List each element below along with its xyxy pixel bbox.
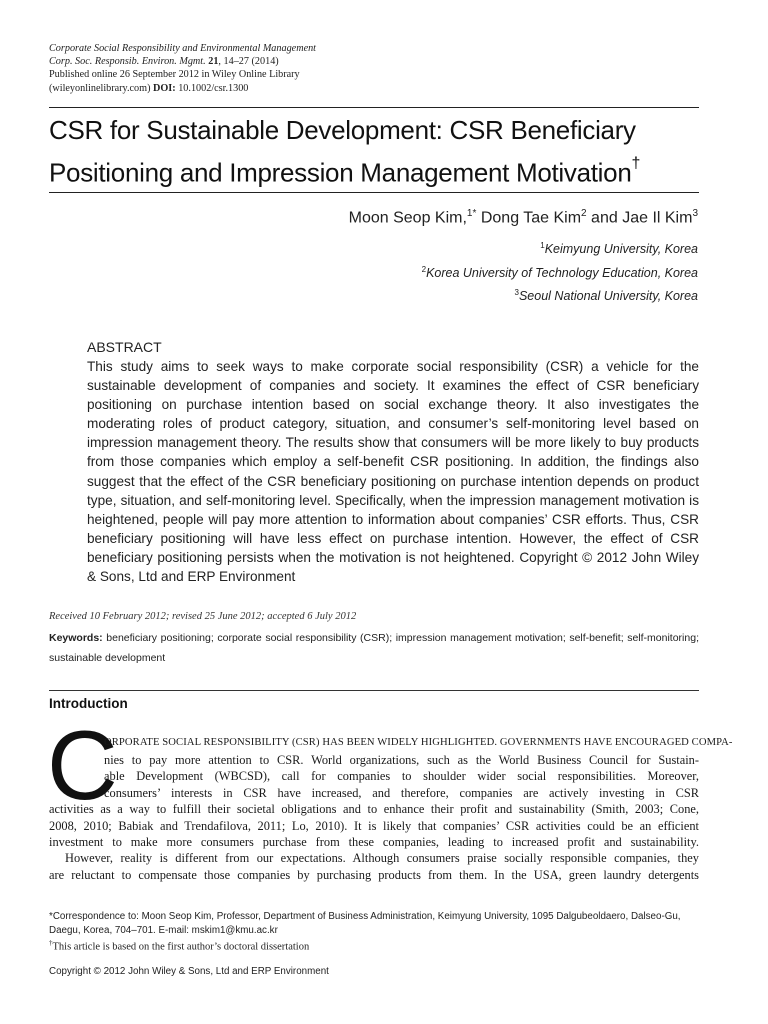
affiliation-3 [422, 283, 698, 307]
body-line: activities as a way to fulfill their societal obligations and to enhance their profit and sustainability (Smith, 2003; Cone, [49, 802, 699, 816]
author-3-affil: 3 [692, 208, 698, 219]
section-heading-introduction: Introduction [49, 696, 128, 711]
abstract-heading: ABSTRACT [87, 339, 162, 355]
journal-info [49, 42, 316, 95]
keywords-label: Keywords: [49, 632, 103, 644]
intro-paragraph-2 [49, 850, 699, 883]
dagger-mark: † [49, 939, 53, 948]
journal-citation [49, 55, 316, 68]
intro-paragraph-1-full [49, 801, 699, 851]
affiliation-1-text: Keimyung University, Korea [544, 242, 698, 257]
section-rule [49, 690, 699, 691]
drop-cap: C [47, 710, 118, 820]
abstract-text: This study aims to seek ways to make corporate social responsibility (CSR) a vehicle for the sustainable development of companies and society. It examines the effect of CSR beneficiary positioning on purchase intention based on social exchange theory. It also investigates the moderating roles of product category, situation, and consumer’s self-monitoring level based on impression management theory. The results show that consumers will be more likely to buy products from those companies which employ a self-benefit CSR positioning. In addition, the findings also suggest that the effect of the CSR beneficiary positioning on purchase intention depends on product type, situation, and self-monitoring level. Specifically, when the impression management motivation is heightened, people will pay more attention to information about companies’ CSR efforts. Thus, CSR beneficiary positioning will have less effect on purchase intention. However, the effect of CSR beneficiary positioning persists when the motivation is not heightened. Copyright © 2012 John Wiley & Sons, Ltd and ERP Environment [87, 359, 699, 585]
body-line: 2008, 2010; Babiak and Trendafilova, 2011; Lo, 2010). It is likely that companies’ CSR activities could be an efficient [49, 818, 699, 833]
citation-pages: , 14–27 (2014) [218, 56, 279, 68]
body-line: nies to pay more attention to CSR. World organizations, such as the World Business Council for Sustain- [104, 752, 699, 767]
correspondence-note-line-1: *Correspondence to: Moon Seop Kim, Professor, Department of Business Administration, Keimyung University, 1095 Dalgubeoldaero, Dalseo-Gu, [49, 911, 681, 922]
keywords-list: beneficiary positioning; corporate social responsibility (CSR); impression management motivation; self-benefit; self-monitoring; sustainable development [49, 632, 699, 664]
corresponding-mark[interactable]: * [472, 208, 477, 219]
body-line: However, reality is different from our expectations. Although consumers praise socially responsible companies, they [65, 851, 699, 865]
body-line: are reluctant to compensate those companies by purchasing products from them. In the USA, green laundry detergents [49, 867, 699, 882]
footnotes [49, 910, 699, 954]
body-line: able Development (WBCSD), call for companies to shoulder wider social responsibilities. Moreover, [104, 769, 699, 784]
dissertation-note-text: This article is based on the first author’s doctoral dissertation [52, 941, 310, 953]
title-dagger-mark[interactable]: † [631, 155, 641, 172]
received-dates: Received 10 February 2012; revised 25 June 2012; accepted 6 July 2012 [49, 611, 357, 622]
intro-paragraph-1-indented [104, 735, 733, 801]
correspondence-note-line-2: Daegu, Korea, 704–701. E-mail: mskim1@kmu.ac.kr [49, 924, 278, 936]
citation-abbrev: Corp. Soc. Responsib. Environ. Mgmt. [49, 56, 206, 68]
author-2-affil: 2 [581, 208, 587, 219]
affiliations [422, 236, 698, 307]
doi-link[interactable]: 10.1002/csr.1300 [178, 82, 249, 94]
doi-label: DOI: [153, 82, 176, 94]
keywords [49, 629, 699, 668]
dissertation-note [49, 937, 699, 954]
affiliation-3-text: Seoul National University, Korea [518, 289, 698, 304]
title-line-1: CSR for Sustainable Development: CSR Beneficiary [49, 115, 636, 145]
journal-name: Corporate Social Responsibility and Environmental Management [49, 43, 317, 54]
doi-line [49, 82, 316, 95]
title-line-2: Positioning and Impression Management Motivation [49, 157, 632, 188]
author-list [349, 208, 698, 227]
author-3: and Jae Il Kim [586, 209, 693, 227]
affiliation-1-num: 1 [540, 241, 545, 250]
published-online: Published online 26 September 2012 in Wiley Online Library [49, 69, 300, 81]
library-url[interactable]: (wileyonlinelibrary.com) [49, 82, 151, 94]
body-line: investment to make more consumers purchase from these companies, leading to increased profit and sustainability. [49, 835, 699, 850]
body-line: ORPORATE SOCIAL RESPONSIBILITY (CSR) HAS BEEN WIDELY HIGHLIGHTED. GOVERNMENTS HAVE ENCOURAGED COMPA- [104, 737, 733, 748]
copyright-footer: Copyright © 2012 John Wiley & Sons, Ltd and ERP Environment [49, 966, 329, 977]
article-title [49, 112, 709, 192]
title-rule-top [49, 107, 699, 108]
body-line: consumers’ interests in CSR have increased, and therefore, companies are actively investing in CSR [104, 785, 699, 800]
citation-volume: 21 [208, 56, 219, 68]
author-2: Dong Tae Kim [476, 209, 582, 227]
author-1: Moon Seop Kim, [348, 209, 467, 227]
affiliation-3-num: 3 [514, 288, 519, 298]
title-rule-bottom [49, 192, 699, 193]
affiliation-1 [422, 236, 698, 260]
affiliation-2 [422, 260, 698, 284]
affiliation-2-num: 2 [421, 264, 427, 274]
affiliation-2-text: Korea University of Technology Education, Korea [426, 265, 698, 280]
author-1-affil: 1 [466, 208, 473, 219]
